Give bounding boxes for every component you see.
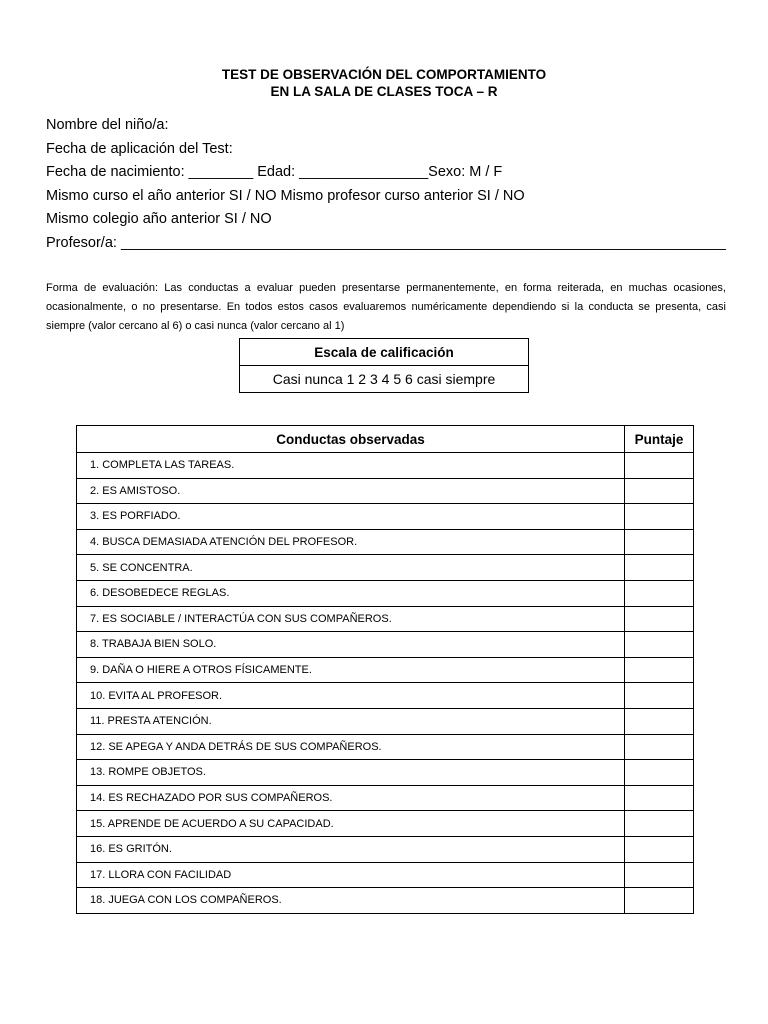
- table-row: [77, 888, 694, 914]
- behavior-label: 4. BUSCA DEMASIADA ATENCIÓN DEL PROFESOR.: [77, 529, 625, 555]
- column-header-behavior: Conductas observadas: [77, 426, 625, 453]
- behavior-label: 1. COMPLETA LAS TAREAS.: [77, 453, 625, 479]
- score-cell[interactable]: [625, 760, 694, 786]
- table-row: [77, 632, 694, 658]
- table-row: [77, 683, 694, 709]
- table-row: [77, 478, 694, 504]
- behavior-label: 11. PRESTA ATENCIÓN.: [77, 708, 625, 734]
- behavior-label: 13. ROMPE OBJETOS.: [77, 760, 625, 786]
- behavior-label: 9. DAÑA O HIERE A OTROS FÍSICAMENTE.: [77, 657, 625, 683]
- score-cell[interactable]: [625, 606, 694, 632]
- score-cell[interactable]: [625, 580, 694, 606]
- score-cell[interactable]: [625, 657, 694, 683]
- score-cell[interactable]: [625, 529, 694, 555]
- table-row: [77, 785, 694, 811]
- score-cell[interactable]: [625, 785, 694, 811]
- table-row: [77, 580, 694, 606]
- rating-scale-box: [239, 338, 529, 393]
- table-row: [77, 453, 694, 479]
- score-cell[interactable]: [625, 555, 694, 581]
- field-mismo-curso[interactable]: Mismo curso el año anterior SI / NO Mismo profesor curso anterior SI / NO: [46, 188, 525, 204]
- score-cell[interactable]: [625, 632, 694, 658]
- table-row: [77, 734, 694, 760]
- field-profesor[interactable]: Profesor/a: ___________________________________________________________________________: [46, 235, 726, 251]
- behavior-label: 3. ES PORFIADO.: [77, 504, 625, 530]
- score-cell[interactable]: [625, 862, 694, 888]
- table-row: [77, 836, 694, 862]
- field-mismo-colegio[interactable]: Mismo colegio año anterior SI / NO: [46, 211, 272, 227]
- field-fecha-nacimiento[interactable]: Fecha de nacimiento: ________ Edad: ________________Sexo: M / F: [46, 164, 503, 180]
- score-cell[interactable]: [625, 453, 694, 479]
- score-cell[interactable]: [625, 811, 694, 837]
- rating-scale-values: Casi nunca 1 2 3 4 5 6 casi siempre: [240, 366, 529, 393]
- behavior-label: 12. SE APEGA Y ANDA DETRÁS DE SUS COMPAÑEROS.: [77, 734, 625, 760]
- score-cell[interactable]: [625, 504, 694, 530]
- field-nombre[interactable]: Nombre del niño/a:: [46, 117, 169, 133]
- score-cell[interactable]: [625, 836, 694, 862]
- behavior-label: 2. ES AMISTOSO.: [77, 478, 625, 504]
- behavior-label: 17. LLORA CON FACILIDAD: [77, 862, 625, 888]
- score-cell[interactable]: [625, 734, 694, 760]
- behavior-label: 10. EVITA AL PROFESOR.: [77, 683, 625, 709]
- title-line-2: EN LA SALA DE CLASES TOCA – R: [270, 84, 498, 99]
- table-row: [77, 555, 694, 581]
- behavior-label: 15. APRENDE DE ACUERDO A SU CAPACIDAD.: [77, 811, 625, 837]
- table-row: [77, 811, 694, 837]
- table-row: [77, 862, 694, 888]
- document-title: [0, 66, 768, 100]
- score-cell[interactable]: [625, 708, 694, 734]
- table-row: [77, 606, 694, 632]
- table-row: [77, 760, 694, 786]
- behavior-label: 8. TRABAJA BIEN SOLO.: [77, 632, 625, 658]
- behavior-label: 16. ES GRITÓN.: [77, 836, 625, 862]
- field-fecha-aplicacion[interactable]: Fecha de aplicación del Test:: [46, 141, 233, 157]
- title-line-1: TEST DE OBSERVACIÓN DEL COMPORTAMIENTO: [221, 67, 547, 82]
- rating-scale-header: Escala de calificación: [240, 339, 529, 366]
- score-cell[interactable]: [625, 888, 694, 914]
- behavior-label: 18. JUEGA CON LOS COMPAÑEROS.: [77, 888, 625, 914]
- evaluation-instructions: Forma de evaluación: Las conductas a evaluar pueden presentarse permanentemente, en forma reiterada, en muchas ocasiones, ocasionalmente, o no presentarse. En todos estos casos evaluaremos numéricamente dependiendo si la conducta se presenta, casi siempre (valor cercano al 6) o casi nunca (valor cercano al 1): [46, 282, 726, 332]
- table-row: [77, 657, 694, 683]
- score-cell[interactable]: [625, 683, 694, 709]
- column-header-score: Puntaje: [625, 426, 694, 453]
- table-row: [77, 529, 694, 555]
- behavior-label: 14. ES RECHAZADO POR SUS COMPAÑEROS.: [77, 785, 625, 811]
- behavior-label: 7. ES SOCIABLE / INTERACTÚA CON SUS COMPAÑEROS.: [77, 606, 625, 632]
- behavior-label: 5. SE CONCENTRA.: [77, 555, 625, 581]
- behavior-label: 6. DESOBEDECE REGLAS.: [77, 580, 625, 606]
- table-row: [77, 504, 694, 530]
- table-row: [77, 708, 694, 734]
- score-cell[interactable]: [625, 478, 694, 504]
- behavior-table: [76, 425, 694, 914]
